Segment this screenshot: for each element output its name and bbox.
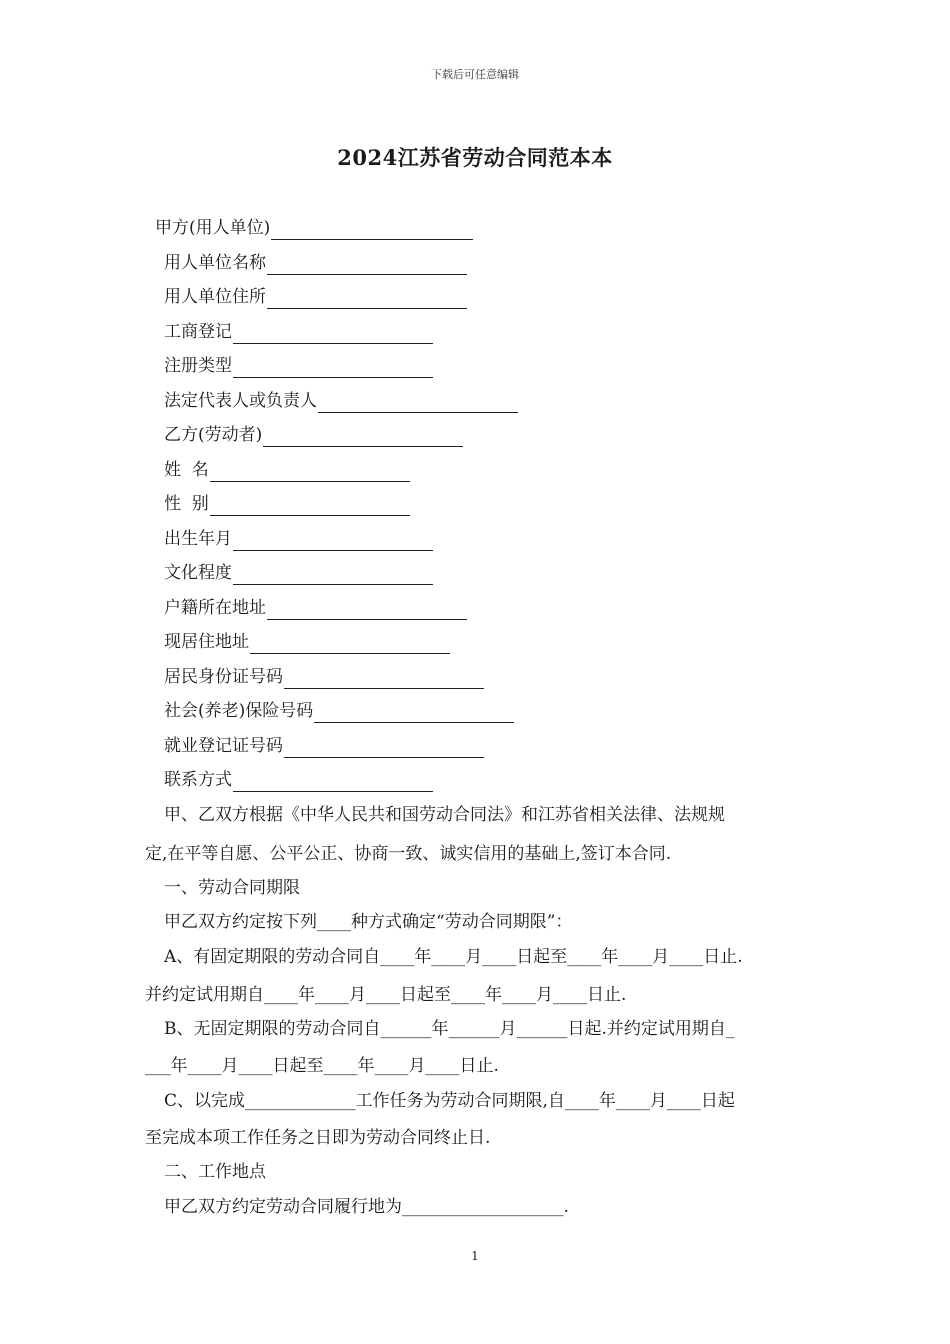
fill-in-blank[interactable] (233, 565, 433, 585)
document-title: 2024江苏省劳动合同范本本 (337, 145, 613, 170)
field-employer-address (164, 285, 467, 309)
field-label: 用人单位名称 (164, 253, 266, 273)
fill-in-blank[interactable] (233, 531, 433, 551)
field-label: 姓 名 (164, 460, 209, 480)
section-1-heading: 一、劳动合同期限 (164, 878, 300, 898)
fill-in-blank[interactable] (314, 703, 514, 723)
page-number: 1 (471, 1249, 479, 1263)
fill-in-blank[interactable] (210, 462, 410, 482)
field-legal-representative (164, 389, 518, 413)
field-label: 联系方式 (164, 770, 232, 790)
field-label: 注册类型 (164, 356, 232, 376)
fill-in-blank[interactable] (284, 669, 484, 689)
field-label: 甲方(用人单位) (155, 218, 271, 238)
field-label: 现居住地址 (164, 632, 249, 652)
field-label: 户籍所在地址 (164, 598, 266, 618)
field-label: 出生年月 (164, 529, 232, 549)
option-c-line-2: 至完成本项工作任务之日即为劳动合同终止日. (145, 1128, 491, 1148)
fill-in-blank[interactable] (233, 772, 433, 792)
field-insurance-number (164, 699, 514, 723)
field-birth-date (164, 527, 433, 551)
field-label: 居民身份证号码 (164, 667, 283, 687)
fill-in-blank[interactable] (267, 289, 467, 309)
fill-in-blank[interactable] (263, 427, 463, 447)
section-2-heading: 二、工作地点 (164, 1162, 266, 1182)
fill-in-blank[interactable] (318, 393, 518, 413)
field-name (164, 458, 410, 482)
field-gender (164, 492, 410, 516)
field-label: 社会(养老)保险号码 (164, 701, 314, 721)
field-contact (164, 768, 433, 792)
field-business-registration (164, 320, 433, 344)
fill-in-blank[interactable] (210, 496, 410, 516)
field-label: 文化程度 (164, 563, 232, 583)
fill-in-blank[interactable] (233, 324, 433, 344)
field-employer-name (164, 251, 467, 275)
field-label: 用人单位住所 (164, 287, 266, 307)
field-current-address (164, 630, 450, 654)
section-2-paragraph: 甲乙双方约定劳动合同履行地为___________________. (164, 1197, 569, 1217)
field-education (164, 561, 433, 585)
fill-in-blank[interactable] (267, 255, 467, 275)
field-registration-type (164, 354, 433, 378)
field-id-number (164, 665, 484, 689)
field-label: 乙方(劳动者) (164, 425, 263, 445)
option-a-line-2: 并约定试用期自____年____月____日起至____年____月____日止. (145, 985, 627, 1005)
section-1-paragraph: 甲乙双方约定按下列____种方式确定“劳动合同期限”： (164, 912, 573, 932)
header-note: 下载后可任意编辑 (431, 68, 519, 81)
field-label: 工商登记 (164, 322, 232, 342)
option-c-line-1: C、以完成_____________工作任务为劳动合同期限,自____年____月____日起 (164, 1091, 735, 1111)
option-b-line-2: ___年____月____日起至____年____月____日止. (145, 1056, 499, 1076)
fill-in-blank[interactable] (267, 600, 467, 620)
intro-paragraph-line-2: 定,在平等自愿、公平公正、协商一致、诚实信用的基础上,签订本合同. (145, 844, 672, 864)
option-a-line-1: A、有固定期限的劳动合同自____年____月____日起至____年____月____日止. (164, 947, 743, 967)
field-employee (164, 423, 463, 447)
field-employment-registration (164, 734, 484, 758)
field-label: 性 别 (164, 494, 209, 514)
intro-paragraph-line-1: 甲、乙双方根据《中华人民共和国劳动合同法》和江苏省相关法律、法规规 (164, 805, 725, 825)
field-label: 法定代表人或负责人 (164, 391, 317, 411)
fill-in-blank[interactable] (250, 634, 450, 654)
fill-in-blank[interactable] (233, 358, 433, 378)
fill-in-blank[interactable] (284, 738, 484, 758)
fill-in-blank[interactable] (271, 220, 473, 240)
option-b-line-1: B、无固定期限的劳动合同自______年______月______日起.并约定试用期自_ (164, 1019, 735, 1039)
field-household-address (164, 596, 467, 620)
field-label: 就业登记证号码 (164, 736, 283, 756)
field-employer (155, 216, 473, 240)
